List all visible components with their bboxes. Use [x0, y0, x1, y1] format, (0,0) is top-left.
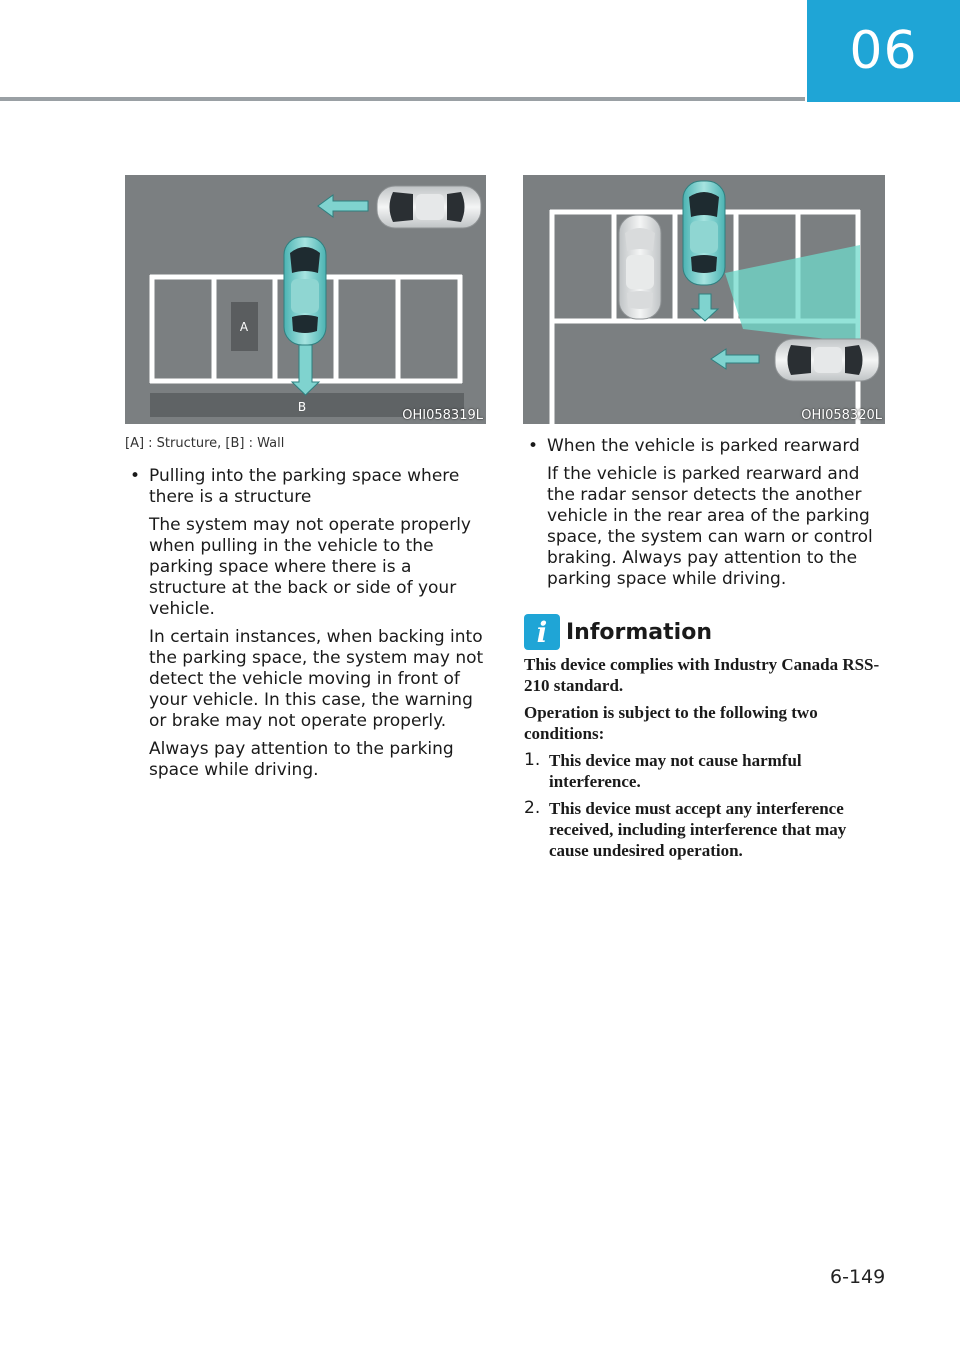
info-icon: i	[524, 614, 560, 650]
left-column	[125, 466, 485, 788]
info-paragraph: This device complies with Industry Canada RSS-210 standard.	[524, 655, 880, 695]
figure-code: OHI058319L	[402, 408, 483, 423]
right-column	[523, 436, 887, 597]
bullet-title-line1: Pulling into the parking space where	[149, 466, 460, 486]
label-a: A	[239, 320, 249, 334]
paragraph: Always pay attention to the parking space while driving.	[149, 739, 454, 780]
figure-rearward-parking	[523, 175, 885, 424]
numbered-item	[524, 750, 884, 792]
page-number: 6-149	[830, 1266, 886, 1288]
item-number: 2.	[524, 798, 541, 818]
information-heading	[524, 614, 712, 650]
figure-code: OHI058320L	[801, 408, 882, 423]
information-body	[524, 654, 884, 867]
information-title: Information	[566, 619, 712, 645]
item-number: 1.	[524, 750, 541, 770]
bullet-item: • When the vehicle is parked rearward	[523, 436, 887, 457]
item-text: This device must accept any interference received, including interference that may cause undesired operation.	[549, 799, 847, 860]
figure-structure-parking	[125, 175, 486, 424]
info-paragraph: Operation is subject to the following two conditions:	[524, 703, 818, 743]
item-text: This device may not cause harmful interference.	[549, 751, 802, 791]
chapter-tab: 06	[807, 0, 960, 102]
numbered-item	[524, 798, 884, 861]
paragraph: In certain instances, when backing into the parking space, the system may not detect the vehicle moving in front of your vehicle. In this case, the warning or brake may not operate properly.	[149, 627, 484, 731]
bullet-item	[125, 466, 485, 508]
paragraph: If the vehicle is parked rearward and the radar sensor detects the another vehicle in the rear area of the parking space, the system can warn or control braking. Always pay attention to the parking space while driving.	[547, 464, 873, 589]
bullet-title-line2: there is a structure	[149, 487, 312, 507]
paragraph: The system may not operate properly when pulling in the vehicle to the parking space where there is a structure at the back or side of your vehicle.	[149, 515, 471, 619]
header-rule	[0, 97, 805, 101]
figure-caption: [A] : Structure, [B] : Wall	[125, 436, 285, 451]
label-b: B	[297, 400, 307, 414]
